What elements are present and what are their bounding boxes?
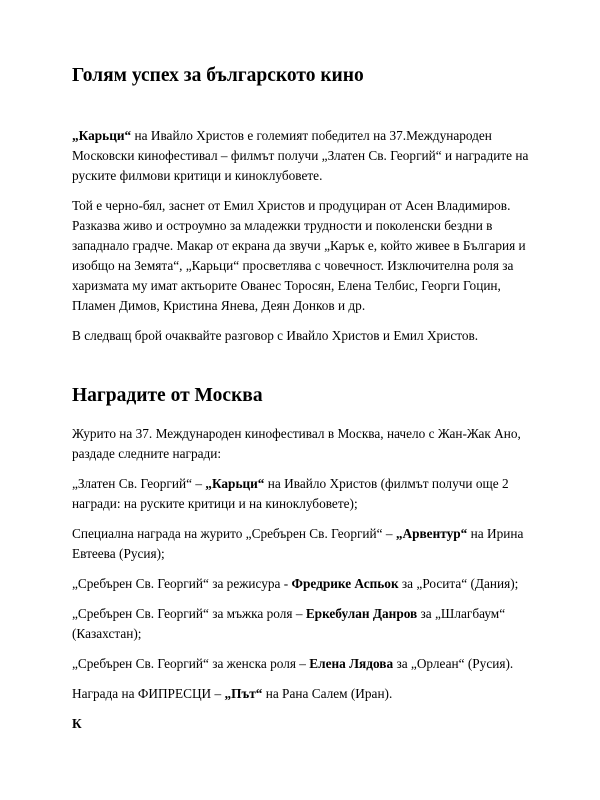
award-prefix: „Сребърен Св. Георгий“ за женска роля – xyxy=(72,656,310,671)
award-item xyxy=(72,474,534,514)
award-suffix: за „Шлагбаум“ (Казахстан); xyxy=(72,606,506,641)
lead-text: на Ивайло Христов е големият победител на 37.Международен Московски кинофестивал – филмът получи „Златен Св. Георгий“ и наградите на руските филмови критици и киноклубовете. xyxy=(72,128,529,183)
award-winner: Еркебулан Данров xyxy=(305,606,418,621)
award-winner: „Път“ xyxy=(224,686,263,701)
award-item xyxy=(72,684,534,704)
document-page xyxy=(72,64,534,734)
article-paragraph-description: Той е черно-бял, заснет от Емил Христов и продуциран от Асен Владимиров. Разказва живо и остроумно за младежки трудности и поколенски бездни в западнало градче. Макар от екрана да звучи „Карък е, който живее в България и изобщо на Земята“, „Карьци“ просветлява с човечност. Изключителна роля за харизмата му имат актьорите Ованес Торосян, Елена Телбис, Георги Гоцин, Пламен Димов, Кристина Янева, Деян Донков и др. xyxy=(72,198,526,313)
article-paragraph-lead xyxy=(72,126,534,186)
article-title-moscow-awards: Наградите от Москва xyxy=(72,385,263,406)
award-item xyxy=(72,574,534,594)
award-prefix: Награда на ФИПРЕСЦИ – xyxy=(72,686,225,701)
award-suffix: на Ирина Евтеева (Русия); xyxy=(72,526,524,561)
award-item xyxy=(72,654,534,674)
award-winner: „Карьци“ xyxy=(205,476,265,491)
award-item xyxy=(72,524,534,564)
award-suffix: за „Росита“ (Дания); xyxy=(398,576,519,591)
award-item xyxy=(72,604,534,644)
award-winner: „Арвентур“ xyxy=(395,526,468,541)
film-title-bold: „Карьци“ xyxy=(72,128,132,143)
award-prefix: „Сребърен Св. Георгий“ за режисура - xyxy=(72,576,292,591)
awards-intro: Журито на 37. Международен кинофестивал в Москва, начело с Жан-Жак Ано, раздаде следните награди: xyxy=(72,426,521,461)
trailing-letter: К xyxy=(72,716,82,731)
award-suffix: за „Орлеан“ (Русия). xyxy=(393,656,514,671)
article-paragraph-announcement: В следващ брой очаквайте разговор с Ивайло Христов и Емил Христов. xyxy=(72,328,479,343)
award-winner: Фредрике Аспьок xyxy=(291,576,399,591)
award-suffix: на Ивайло Христов (филмът получи още 2 награди: на руските критици и на киноклубовете); xyxy=(72,476,509,511)
award-prefix: „Златен Св. Георгий“ – xyxy=(72,476,206,491)
award-prefix: „Сребърен Св. Георгий“ за мъжка роля – xyxy=(72,606,306,621)
award-prefix: Специална награда на журито „Сребърен Св. Георгий“ – xyxy=(72,526,396,541)
award-suffix: на Рана Салем (Иран). xyxy=(262,686,393,701)
award-winner: Елена Лядова xyxy=(309,656,394,671)
article-title-cinema-success: Голям успех за българското кино xyxy=(72,65,364,86)
